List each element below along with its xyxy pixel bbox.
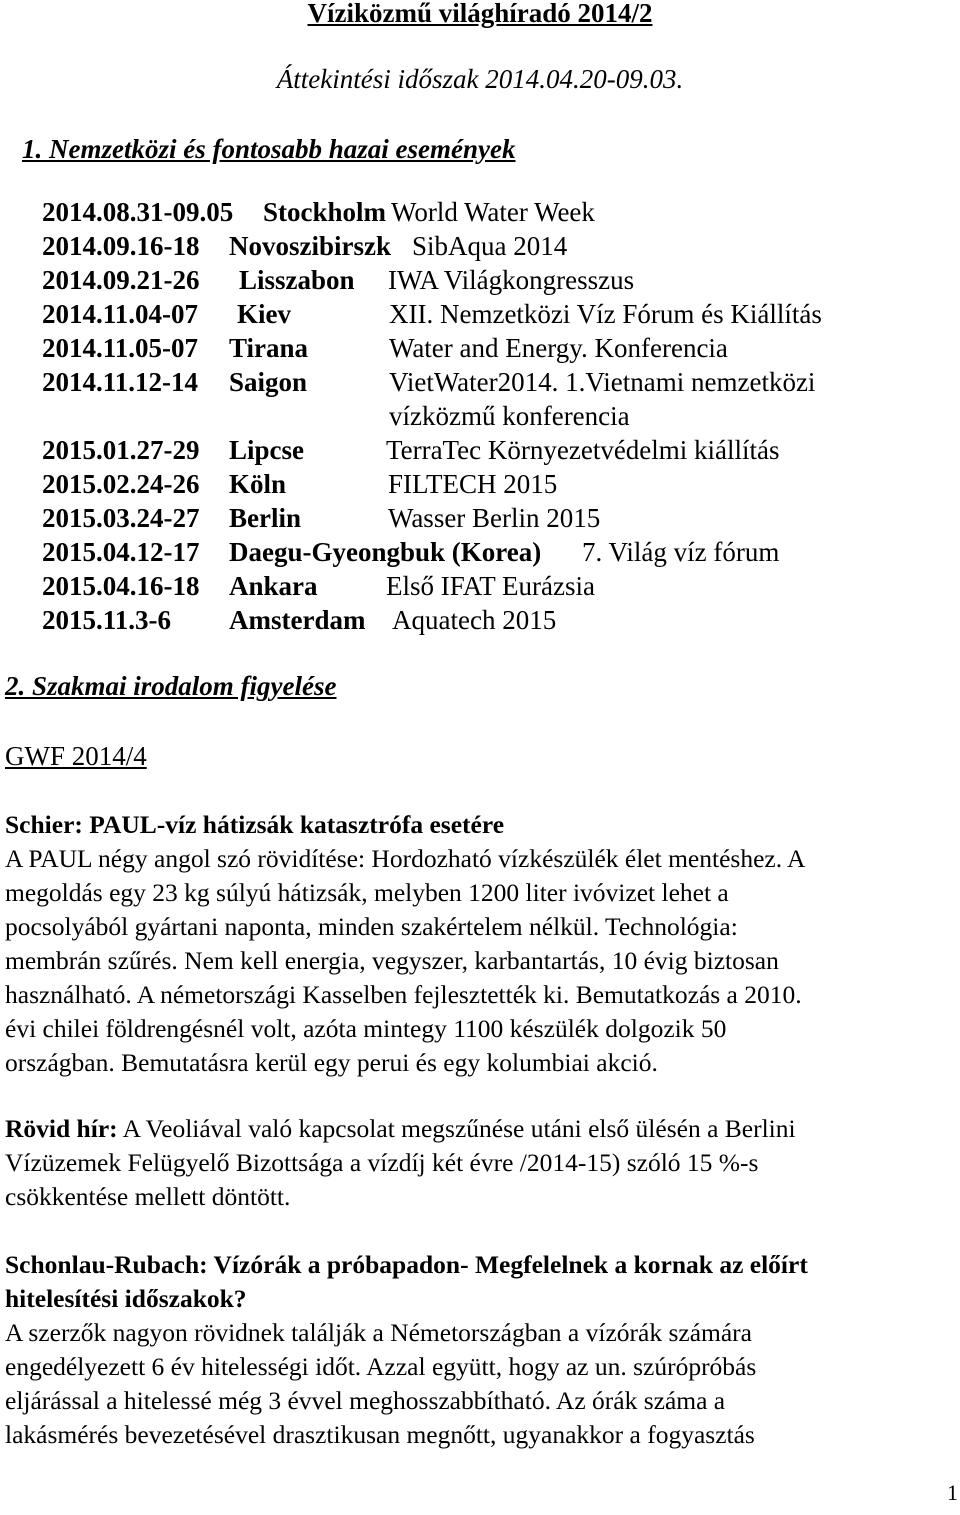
section-heading-literature: 2. Szakmai irodalom figyelése xyxy=(5,671,337,701)
event-date: 2015.04.12-17 xyxy=(42,537,200,567)
event-name: TerraTec Környezetvédelmi kiállítás xyxy=(386,435,780,465)
article-line: megoldás egy 23 kg súlyú hátizsák, melyben 1200 liter ivóvizet lehet a xyxy=(5,878,729,907)
event-date: 2014.09.21-26 xyxy=(42,265,200,295)
page-number: 1 xyxy=(947,1480,958,1505)
event-row-continuation xyxy=(0,399,960,433)
article-heading-continued: hitelesítési időszakok? xyxy=(5,1284,247,1313)
event-date: 2015.11.3-6 xyxy=(42,605,172,635)
article-short-news xyxy=(5,1112,955,1214)
article-line: A PAUL négy angol szó rövidítése: Hordozható vízkészülék élet mentéshez. A xyxy=(5,844,806,873)
event-row xyxy=(0,467,960,501)
event-date: 2015.01.27-29 xyxy=(42,435,200,465)
event-name: XII. Nemzetközi Víz Fórum és Kiállítás xyxy=(389,299,822,329)
event-row xyxy=(0,569,960,603)
article-paul xyxy=(5,808,955,1080)
event-name: IWA Világkongresszus xyxy=(388,265,635,295)
event-city: Novoszibirszk xyxy=(229,231,391,261)
event-city: Saigon xyxy=(229,367,308,397)
article-line xyxy=(5,1112,955,1146)
journal-heading: GWF 2014/4 xyxy=(5,741,147,771)
event-name: Aquatech 2015 xyxy=(392,605,557,635)
event-city: Lisszabon xyxy=(239,265,355,295)
event-date: 2015.04.16-18 xyxy=(42,571,200,601)
event-city: Daegu-Gyeongbuk (Korea) xyxy=(229,537,542,567)
event-name: Első IFAT Eurázsia xyxy=(386,571,595,601)
event-date: 2014.11.04-07 xyxy=(42,299,199,329)
article-line: A szerzők nagyon rövidnek találják a Németországban a vízórák számára xyxy=(5,1318,752,1347)
article-line: membrán szűrés. Nem kell energia, vegyszer, karbantartás, 10 évig biztosan xyxy=(5,946,779,975)
article-line: Vízüzemek Felügyelő Bizottsága a vízdíj két évre /2014-15) szóló 15 %-s xyxy=(5,1148,759,1177)
event-date: 2014.11.12-14 xyxy=(42,367,199,397)
event-date: 2014.11.05-07 xyxy=(42,333,199,363)
article-line: engedélyezett 6 év hitelességi időt. Azzal együtt, hogy az un. szúrópróbás xyxy=(5,1352,757,1381)
event-city: Köln xyxy=(229,469,287,499)
event-date: 2015.03.24-27 xyxy=(42,503,200,533)
event-date: 2015.02.24-26 xyxy=(42,469,200,499)
event-row xyxy=(0,433,960,467)
event-name: World Water Week xyxy=(391,197,595,227)
article-line: pocsolyából gyártani naponta, minden szakértelem nélkül. Technológia: xyxy=(5,912,738,941)
event-row xyxy=(0,365,960,399)
page-title: Víziközmű világhíradó 2014/2 xyxy=(307,0,653,28)
short-news-text: A Veoliával való kapcsolat megszűnése utáni első ülésén a Berlini xyxy=(117,1114,796,1143)
event-row xyxy=(0,501,960,535)
article-line: használható. A németországi Kasselben fejlesztették ki. Bemutatkozás a 2010. xyxy=(5,980,802,1009)
article-line: lakásmérés bevezetésével drasztikusan megnőtt, ugyanakkor a fogyasztás xyxy=(5,1420,755,1449)
event-row xyxy=(0,229,960,263)
event-name: FILTECH 2015 xyxy=(388,469,558,499)
article-water-meters xyxy=(5,1248,955,1452)
short-news-label: Rövid hír: xyxy=(5,1114,118,1143)
event-name: Water and Energy. Konferencia xyxy=(389,333,728,363)
section-heading-events: 1. Nemzetközi és fontosabb hazai események xyxy=(22,134,516,164)
event-city: Berlin xyxy=(229,503,301,533)
event-date: 2014.09.16-18 xyxy=(42,231,200,261)
event-row xyxy=(0,603,960,637)
event-date: 2014.08.31-09.05 xyxy=(42,197,234,227)
event-city: Ankara xyxy=(229,571,318,601)
event-name: SibAqua 2014 xyxy=(412,231,568,261)
article-line: csökkentése mellett döntött. xyxy=(5,1182,291,1211)
article-heading: Schonlau-Rubach: Vízórák a próbapadon- Megfelelnek a kornak az előírt xyxy=(5,1250,808,1279)
event-row xyxy=(0,535,960,569)
event-city: Amsterdam xyxy=(229,605,366,635)
event-city: Tirana xyxy=(229,333,309,363)
event-row xyxy=(0,297,960,331)
article-line: évi chilei földrengésnél volt, azóta mintegy 1100 készülék dolgozik 50 xyxy=(5,1014,727,1043)
article-heading: Schier: PAUL-víz hátizsák katasztrófa esetére xyxy=(5,810,505,839)
period-subtitle: Áttekintési időszak 2014.04.20-09.03. xyxy=(276,64,684,94)
event-name: VietWater2014. 1.Vietnami nemzetközi xyxy=(389,367,816,397)
event-city: Stockholm xyxy=(263,197,387,227)
event-row xyxy=(0,331,960,365)
event-name: 7. Világ víz fórum xyxy=(582,537,780,567)
event-row xyxy=(0,263,960,297)
event-city: Lipcse xyxy=(229,435,305,465)
event-city: Kiev xyxy=(237,299,291,329)
event-row xyxy=(0,195,960,229)
article-line: országban. Bemutatásra kerül egy perui és egy kolumbiai akció. xyxy=(5,1048,658,1077)
article-line: eljárással a hitelessé még 3 évvel meghosszabbítható. Az órák száma a xyxy=(5,1386,726,1415)
event-name-continued: vízközmű konferencia xyxy=(389,401,630,431)
event-name: Wasser Berlin 2015 xyxy=(388,503,601,533)
